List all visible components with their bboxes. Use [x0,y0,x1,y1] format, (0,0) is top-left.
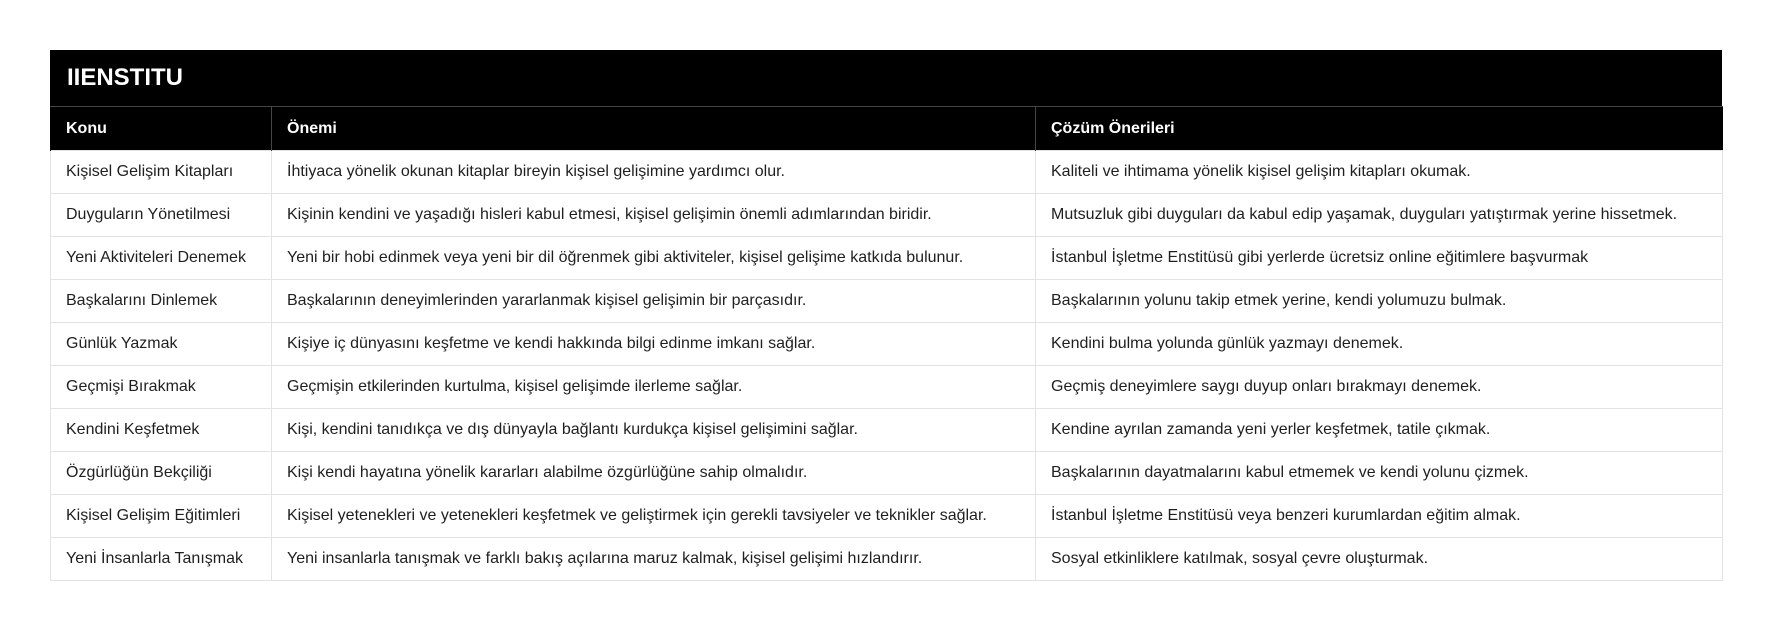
column-header-konu: Konu [51,107,272,151]
table-row [51,366,1723,409]
cell-cozum-onerileri: Başkalarının dayatmalarını kabul etmemek ve kendi yolunu çizmek. [1036,452,1723,495]
cell-konu: Özgürlüğün Bekçiliği [51,452,272,495]
table-row [51,323,1723,366]
cell-cozum-onerileri: Kendine ayrılan zamanda yeni yerler keşfetmek, tatile çıkmak. [1036,409,1723,452]
cell-onemi: Kişisel yetenekleri ve yetenekleri keşfetmek ve geliştirmek için gerekli tavsiyeler ve teknikler sağlar. [272,495,1036,538]
cell-konu: Yeni İnsanlarla Tanışmak [51,538,272,581]
cell-cozum-onerileri: Sosyal etkinliklere katılmak, sosyal çevre oluşturmak. [1036,538,1723,581]
table-row [51,452,1723,495]
table-row [51,538,1723,581]
table-title: IIENSTITU [50,50,1722,106]
cell-cozum-onerileri: Mutsuzluk gibi duyguları da kabul edip yaşamak, duyguları yatıştırmak yerine hissetmek. [1036,194,1723,237]
cell-cozum-onerileri: Kaliteli ve ihtimama yönelik kişisel gelişim kitapları okumak. [1036,151,1723,194]
cell-konu: Kendini Keşfetmek [51,409,272,452]
cell-konu: Geçmişi Bırakmak [51,366,272,409]
cell-konu: Başkalarını Dinlemek [51,280,272,323]
cell-onemi: Kişinin kendini ve yaşadığı hisleri kabul etmesi, kişisel gelişimin önemli adımlarından biridir. [272,194,1036,237]
cell-onemi: Kişiye iç dünyasını keşfetme ve kendi hakkında bilgi edinme imkanı sağlar. [272,323,1036,366]
table-container [50,50,1722,581]
cell-konu: Kişisel Gelişim Eğitimleri [51,495,272,538]
cell-onemi: Geçmişin etkilerinden kurtulma, kişisel gelişimde ilerleme sağlar. [272,366,1036,409]
cell-cozum-onerileri: İstanbul İşletme Enstitüsü veya benzeri kurumlardan eğitim almak. [1036,495,1723,538]
cell-onemi: Başkalarının deneyimlerinden yararlanmak kişisel gelişimin bir parçasıdır. [272,280,1036,323]
cell-konu: Duyguların Yönetilmesi [51,194,272,237]
cell-cozum-onerileri: Başkalarının yolunu takip etmek yerine, kendi yolumuzu bulmak. [1036,280,1723,323]
table-row [51,237,1723,280]
table-row [51,194,1723,237]
header-row [51,107,1723,151]
table-header [51,107,1723,151]
cell-onemi: Yeni insanlarla tanışmak ve farklı bakış açılarına maruz kalmak, kişisel gelişimi hızlandırır. [272,538,1036,581]
cell-onemi: Kişi, kendini tanıdıkça ve dış dünyayla bağlantı kurdukça kişisel gelişimini sağlar. [272,409,1036,452]
table-body [51,151,1723,581]
cell-cozum-onerileri: Kendini bulma yolunda günlük yazmayı denemek. [1036,323,1723,366]
cell-konu: Günlük Yazmak [51,323,272,366]
column-header-onemi: Önemi [272,107,1036,151]
table-row [51,409,1723,452]
cell-konu: Yeni Aktiviteleri Denemek [51,237,272,280]
cell-cozum-onerileri: İstanbul İşletme Enstitüsü gibi yerlerde ücretsiz online eğitimlere başvurmak [1036,237,1723,280]
table-row [51,151,1723,194]
cell-konu: Kişisel Gelişim Kitapları [51,151,272,194]
data-table [50,106,1723,581]
cell-cozum-onerileri: Geçmiş deneyimlere saygı duyup onları bırakmayı denemek. [1036,366,1723,409]
cell-onemi: İhtiyaca yönelik okunan kitaplar bireyin kişisel gelişimine yardımcı olur. [272,151,1036,194]
table-row [51,495,1723,538]
cell-onemi: Kişi kendi hayatına yönelik kararları alabilme özgürlüğüne sahip olmalıdır. [272,452,1036,495]
cell-onemi: Yeni bir hobi edinmek veya yeni bir dil öğrenmek gibi aktiviteler, kişisel gelişime katkıda bulunur. [272,237,1036,280]
column-header-cozum-onerileri: Çözüm Önerileri [1036,107,1723,151]
table-row [51,280,1723,323]
